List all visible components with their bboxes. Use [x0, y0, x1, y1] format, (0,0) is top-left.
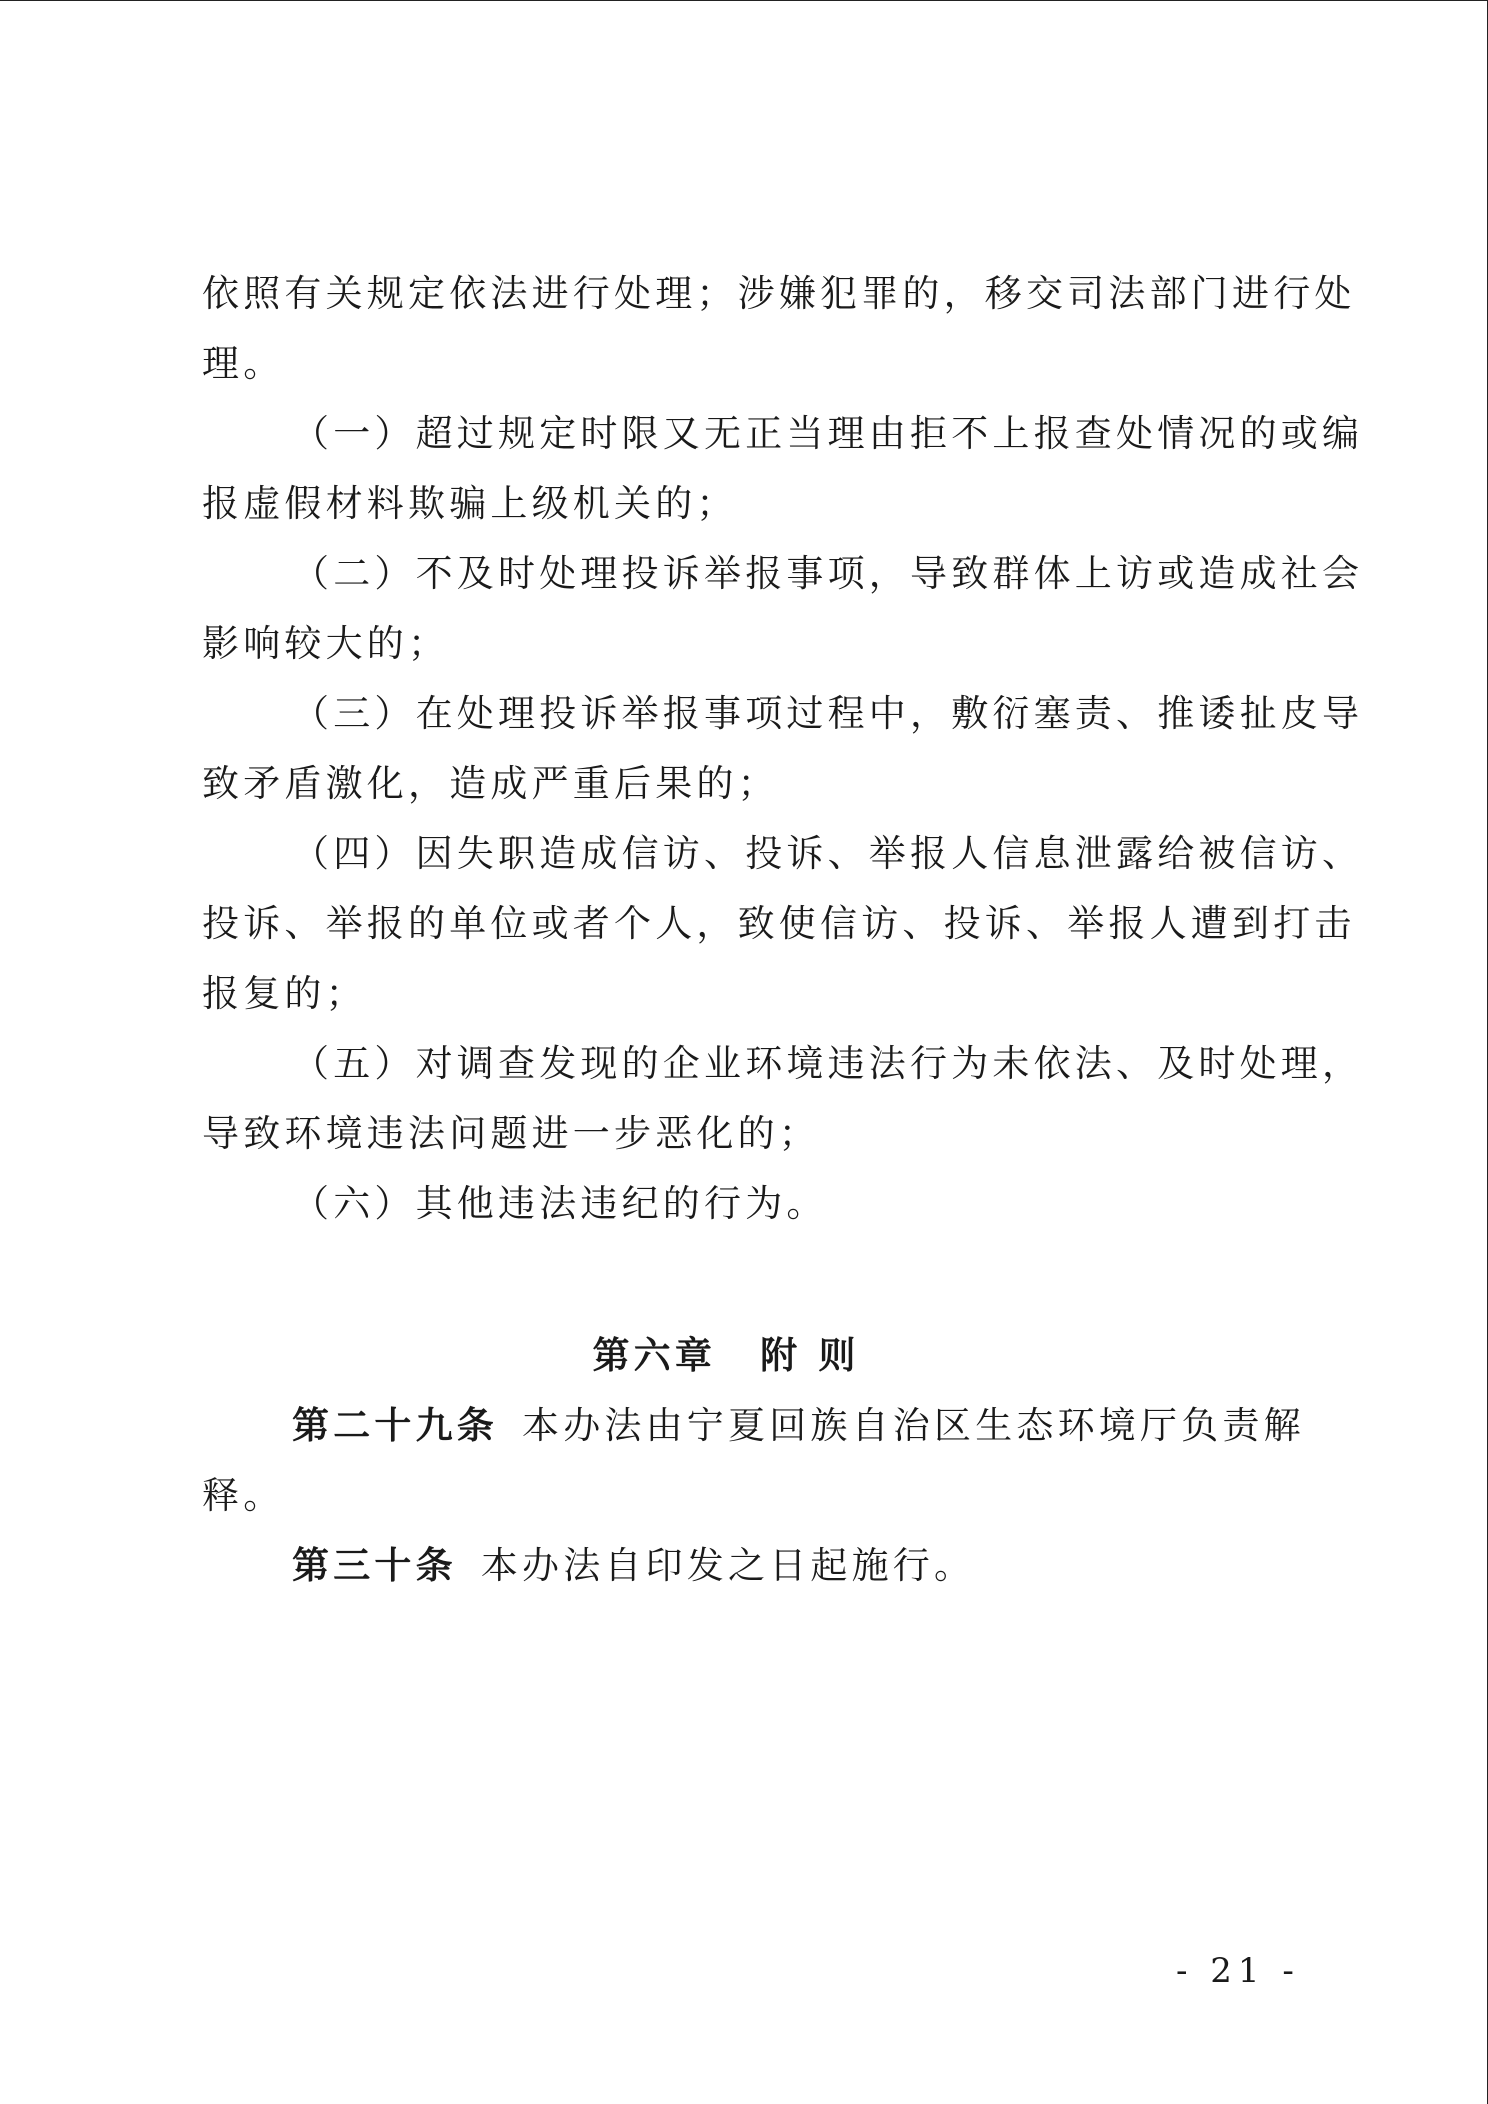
article-29-text: 本办法由宁夏回族自治区生态环境厅负责解: [522, 1404, 1305, 1447]
item-5-line-1: （五）对调查发现的企业环境违法行为未依法、及时处理，: [292, 1042, 1364, 1085]
page-number: - 21 -: [1176, 1951, 1300, 1991]
item-4-line-2: 投诉、举报的单位或者个人，致使信访、投诉、举报人遭到打击: [202, 902, 1356, 945]
item-4-line-1: （四）因失职造成信访、投诉、举报人信息泄露给被信访、: [292, 832, 1364, 875]
article-30-text: 本办法自印发之日起施行。: [480, 1544, 976, 1587]
article-29-continuation: 释。: [202, 1474, 285, 1517]
item-1-line-1: （一）超过规定时限又无正当理由拒不上报查处情况的或编: [292, 412, 1364, 455]
item-2-line-2: 影响较大的；: [202, 622, 450, 665]
item-6-line-1: （六）其他违法违纪的行为。: [292, 1182, 828, 1225]
article-29: [202, 1391, 1305, 1461]
item-1-line-2: 报虚假材料欺骗上级机关的；: [202, 482, 738, 525]
item-3-line-2: 致矛盾激化，造成严重后果的；: [202, 762, 779, 805]
article-29-number: 第二十九条: [292, 1404, 498, 1447]
chapter-heading: [202, 1321, 1302, 1391]
section-spacer: [202, 1239, 1302, 1321]
item-4-line-3: 报复的；: [202, 972, 367, 1015]
item-3-line-1: （三）在处理投诉举报事项过程中，敷衍塞责、推诿扯皮导: [292, 692, 1364, 735]
chapter-number: 第六章: [592, 1334, 717, 1377]
article-30: [202, 1531, 1302, 1601]
article-30-number: 第三十条: [292, 1544, 457, 1587]
text-line: 依照有关规定依法进行处理；涉嫌犯罪的，移交司法部门进行处: [202, 272, 1356, 315]
document-body: [202, 259, 1364, 1601]
item-5-line-2: 导致环境违法问题进一步恶化的；: [202, 1112, 820, 1155]
text-line: 理。: [202, 342, 285, 385]
item-2-line-1: （二）不及时处理投诉举报事项，导致群体上访或造成社会: [292, 552, 1364, 595]
chapter-name: 附 则: [760, 1334, 860, 1377]
